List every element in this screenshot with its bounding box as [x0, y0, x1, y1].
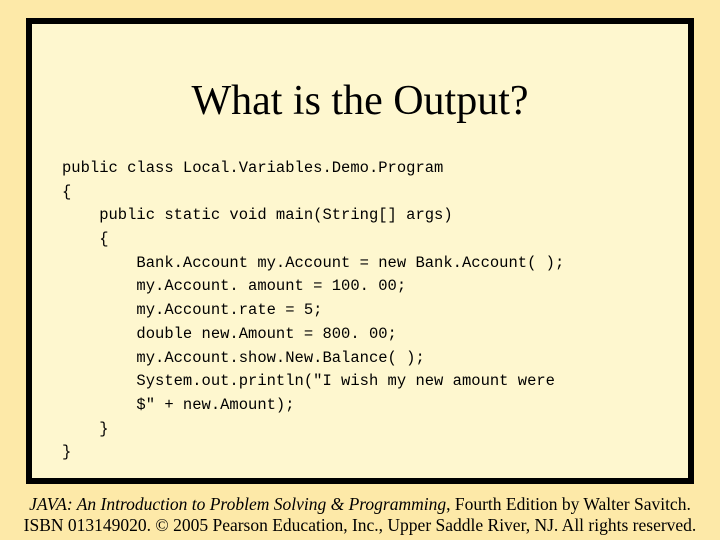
slide-title: What is the Output?: [191, 78, 529, 124]
code-line: public static void main(String[] args): [62, 206, 453, 225]
code-line: my.Account.show.New.Balance( );: [62, 348, 425, 367]
code-line: $" + new.Amount);: [62, 395, 295, 414]
slide-content: [32, 24, 688, 478]
book-title: JAVA: An Introduction to Problem Solving & Programming: [29, 494, 447, 514]
code-line: System.out.println("I wish my new amount were: [62, 372, 555, 391]
code-line: }: [62, 419, 109, 438]
slide-frame: [26, 18, 694, 484]
code-line: {: [62, 230, 109, 249]
code-line: }: [62, 443, 72, 462]
code-line: public class Local.Variables.Demo.Program: [62, 159, 444, 177]
code-line: my.Account. amount = 100. 00;: [62, 277, 407, 296]
footer: [0, 494, 720, 536]
code-block: [62, 157, 564, 465]
code-line: my.Account.rate = 5;: [62, 301, 323, 320]
code-line: {: [62, 182, 72, 201]
footer-book-line: [0, 494, 720, 515]
code-line: Bank.Account my.Account = new Bank.Account( );: [62, 253, 565, 272]
code-line: double new.Amount = 800. 00;: [62, 324, 397, 343]
footer-copyright-line: ISBN 013149020. © 2005 Pearson Education, Inc., Upper Saddle River, NJ. All rights reserved.: [23, 515, 697, 535]
edition-text: , Fourth Edition by Walter Savitch.: [446, 494, 691, 514]
